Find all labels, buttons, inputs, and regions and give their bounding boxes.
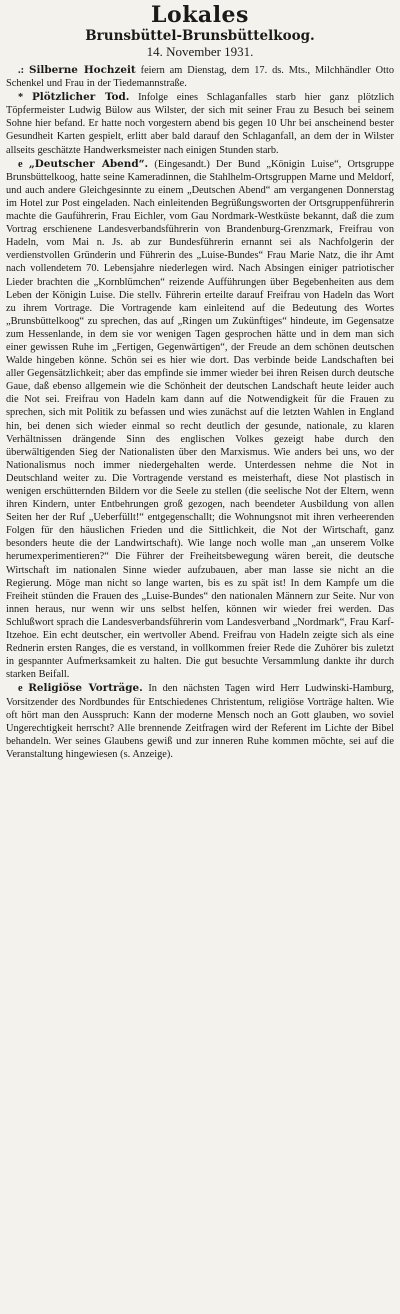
article-marker: .:	[18, 65, 25, 76]
section-title: Lokales	[151, 2, 249, 28]
article-german-evening	[6, 158, 394, 682]
article-headline: Religiöse Vorträge.	[28, 682, 143, 695]
article-marker: e	[18, 158, 23, 170]
article-headline: „Deutscher Abend“.	[28, 157, 149, 170]
article-body: feiern am Dienstag, dem 17. ds. Mts., Milchhändler Otto Schenkel und Frau in der Tiedemannstraße.	[6, 65, 394, 90]
masthead	[6, 3, 394, 60]
article-sudden-death	[6, 91, 394, 156]
article-body: Infolge eines Schlaganfalles starb hier ganz plötzlich Töpfermeister Ludwig Bülow aus Wilster, der sich mit seiner Frau zu Besuch bei seinem Sohne hier befand. Er hatte noch vorgestern abend bis gegen 10 Uhr bei anscheinend bester Gesundheit Karten gespielt, erlitt aber bald darauf den Schlaganfall, an dem der in Wilster allseits geschätzte Handwerksmeister nach einigen Stunden starb.	[6, 92, 394, 156]
article-silver-wedding	[6, 64, 394, 90]
article-body: (Eingesandt.) Der Bund „Königin Luise“, Ortsgruppe Brunsbüttelkoog, hatte seine Kameradinnen, die Stahlhelm-Ortsgruppen Marne und Meldorf, und auch andere Gleichgesinnte zu einem „Deutschen Abend“ am vergangenen Donnerstag im Hotel zur Post eingeladen. Nach einleitenden Begrüßungsworten der Ortsgruppenführerin machte die Gauführerin, Frau Eichler, vom Gau Nordmark-Westküste bekannt, daß die zum Vortrag erschienene Landesverbandsführerin von Brandenburg-Grenzmark, Freifrau von Hadeln, vom Mai n. Js. ab zur Bundesführerin ernannt sei als Nachfolgerin der verdienstvollen Gründerin und Führerin des „Luise-Bundes“ Frau Marie Natz, die ihr Amt nach vollendetem 70. Lebensjahre niederlegen wird. Nach Absingen einiger patriotischer Lieder brachten die „Kornblümchen“ reizende Aufführungen über Begebenheiten aus dem Leben der Königin Luise. Die stellv. Führerin erteilte darauf Freifrau von Hadeln das Wort zu ihrem Vortrage. Die Vortragende kam einleitend auf die Bedeutung des Wortes „Brunsbüttelkoog“ zu sprechen, das auf „Ringen um Zukünftiges“ hindeute, im Gegensatze zum Hessenlande, in dem sie vor wenigen Tagen gesprochen hätte und in dem man sich einer gewissen Ruhe im „Fertigen, Gegenwärtigen“, der Freude an dem schönen deutschen Walde hingeben könne. Schön sei es hier wie dort. Das verbinde beide Landschaften bei aller Gegensätzlichkeit; aber das empfinde sie immer wieder bei ihren Reisen durch deutsche Gaue, daß ebenso allgemein wie die Schönheit der deutschen Landschaft heute leider auch die Not sei. Freifrau von Hadeln kam dann auf die Notwendigkeit für die Frauen zu sprechen, sich mit Politik zu befassen und wies zunächst auf die letzten Wahlen in England hin, bei denen sich wieder einmal so recht deutlich der gesunde, nationale, zu klaren Verhältnissen drängende Sinn des englischen Volkes gezeigt habe durch den überwältigenden Sieg der Nationalisten über den Marxismus. Wie anders bei uns, wo der Nationalismus noch immer niedergehalten werde. Unterdessen nehme die Not in Deutschland weiter zu. Die Vortragende verstand es meisterhaft, diese Not plastisch in wenigen erschütternden Bildern vor die Seele zu stellen (die seelische Not der Eltern, wenn ihren Kindern, unter Entbehrungen groß gezogen, nach beendeter Ausbildung von allen Seiten her der Ruf „Ueberfüllt!“ entgegenschallt; die Wohnungsnot mit ihren verheerenden Folgen für den häuslichen Frieden und die Sittlichkeit, die Not der Wirtschaft, ganz besonders heute die der Landwirtschaft). Wie lange noch wolle man „an unserem Volke herumexperimentieren?“ Die Führer der Freiheitsbewegung wären bereit, die deutsche Wirtschaft im nationalen Sinne wieder aufzubauen, aber man lasse sie nicht an die Regierung. Möge man nicht so lange warten, bis es zu spät ist! In dem Kampfe um die Freiheit stünden die Frauen des „Luise-Bundes“ den nationalen Männern zur Seite. Nur von innen heraus, nur wenn wir uns selbst helfen, können wir wieder frei werden. Das Schlußwort sprach die Landesverbandsführerin vom Landesverband „Nordmark“, Frau Karf-Itzehoe. Ein echt deutscher, ein wertvoller Abend. Freifrau von Hadeln zeigte sich als eine Rednerin ersten Ranges, die es verstand, in vollkommen freier Rede die Zuhörer bis zuletzt in gespannter Aufmerksamkeit zu halten. Die gut besuchte Versammlung dankte ihr durch starken Beifall.	[6, 158, 394, 681]
issue-date: 14. November 1931.	[146, 44, 254, 59]
article-marker: *	[18, 92, 24, 104]
article-headline: Silberne Hochzeit	[28, 64, 136, 76]
article-marker: e	[18, 683, 23, 695]
article-religious-lectures	[6, 682, 394, 761]
article-headline: Plötzlicher Tod.	[31, 91, 130, 104]
article-body: In den nächsten Tagen wird Herr Ludwinski-Hamburg, Vorsitzender des Nordbundes für Entschiedenes Christentum, religiöse Vorträge halten. Wie oft hört man den Ausspruch: Kann der moderne Mensch noch an Gott glauben, wo soviel Ungerechtigkeit herrscht? Alle brennende Zeitfragen wird der Referent im Lichte der Bibel behandeln. Wer seines Glaubens gewiß und zur inneren Ruhe kommen möchte, sei auf die Veranstaltung hingewiesen (s. Anzeige).	[6, 683, 394, 760]
locality-heading: Brunsbüttel-Brunsbüttelkoog.	[85, 28, 315, 44]
